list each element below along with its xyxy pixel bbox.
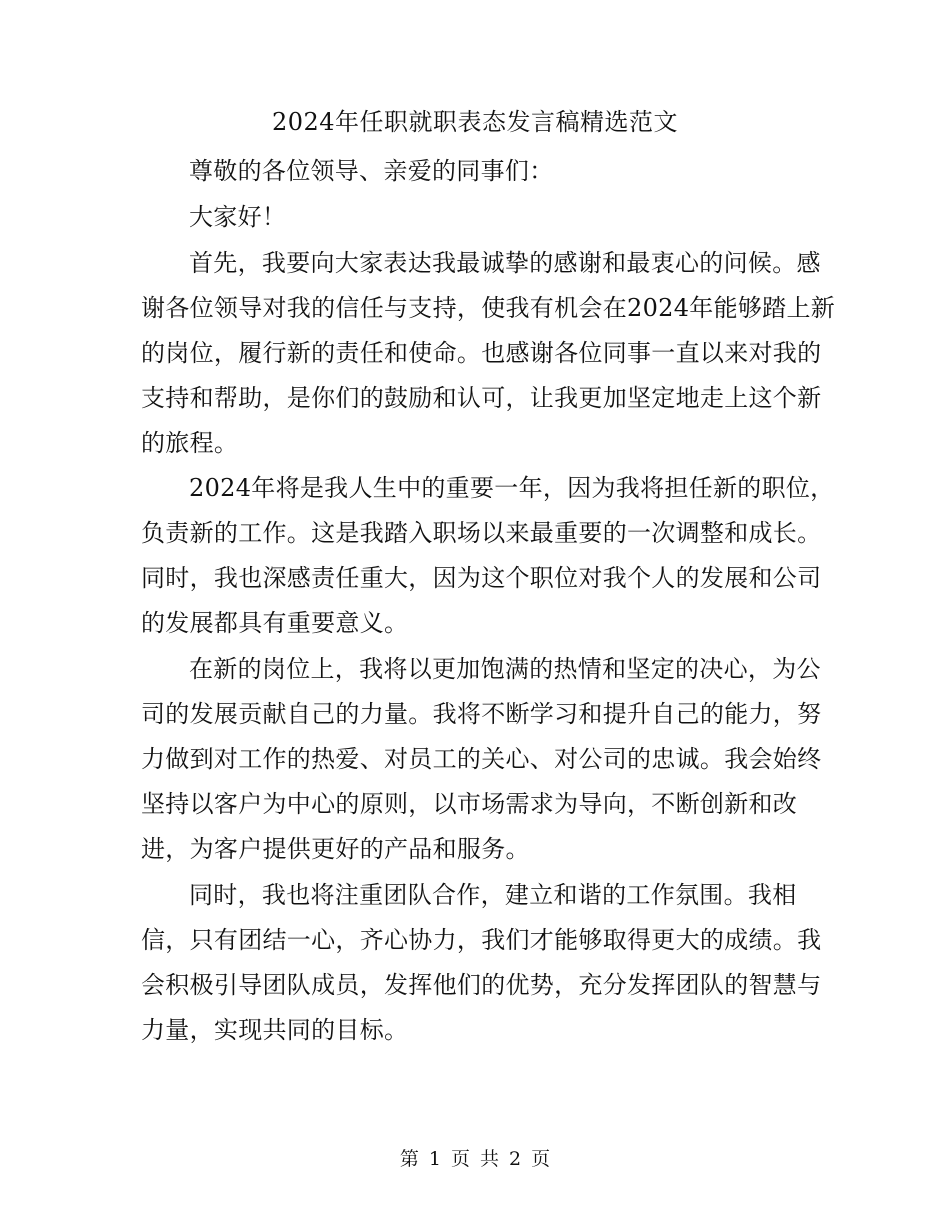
paragraph-line: 坚持以客户为中心的原则，以市场需求为导向，不断创新和改 bbox=[141, 790, 798, 818]
paragraph-line: 在新的岗位上，我将以更加饱满的热情和坚定的决心，为公 bbox=[189, 655, 821, 683]
paragraph-line: 的旅程。 bbox=[141, 429, 239, 457]
paragraph-line: 谢各位领导对我的信任与支持，使我有机会在2024年能够踏上新 bbox=[141, 294, 836, 322]
paragraph-line: 负责新的工作。这是我踏入职场以来最重要的一次调整和成长。 bbox=[141, 519, 822, 547]
paragraph-line: 2024年将是我人生中的重要一年，因为我将担任新的职位， bbox=[189, 474, 835, 502]
paragraph-line: 同时，我也将注重团队合作，建立和谐的工作氛围。我相 bbox=[189, 881, 797, 909]
paragraph-line: 信，只有团结一心，齐心协力，我们才能够取得更大的成绩。我 bbox=[141, 926, 822, 954]
salutation-line: 尊敬的各位领导、亲爱的同事们： bbox=[189, 157, 554, 185]
paragraph-line: 进，为客户提供更好的产品和服务。 bbox=[141, 835, 530, 863]
paragraph-line: 力量，实现共同的目标。 bbox=[141, 1016, 409, 1044]
paragraph-line: 同时，我也深感责任重大，因为这个职位对我个人的发展和公司 bbox=[141, 564, 822, 592]
page-number-footer: 第 1 页 共 2 页 bbox=[399, 1148, 551, 1170]
paragraph-line: 司的发展贡献自己的力量。我将不断学习和提升自己的能力，努 bbox=[141, 700, 822, 728]
greeting-line: 大家好！ bbox=[189, 203, 287, 231]
paragraph-line: 支持和帮助，是你们的鼓励和认可，让我更加坚定地走上这个新 bbox=[141, 384, 822, 412]
paragraph-line: 的岗位，履行新的责任和使命。也感谢各位同事一直以来对我的 bbox=[141, 339, 822, 367]
paragraph-line: 力做到对工作的热爱、对员工的关心、对公司的忠诚。我会始终 bbox=[141, 745, 822, 773]
paragraph-line: 会积极引导团队成员，发挥他们的优势，充分发挥团队的智慧与 bbox=[141, 971, 822, 999]
paragraph-line: 首先，我要向大家表达我最诚挚的感谢和最衷心的问候。感 bbox=[189, 249, 821, 277]
document-title: 2024年任职就职表态发言稿精选范文 bbox=[271, 108, 679, 136]
paragraph-line: 的发展都具有重要意义。 bbox=[141, 609, 409, 637]
